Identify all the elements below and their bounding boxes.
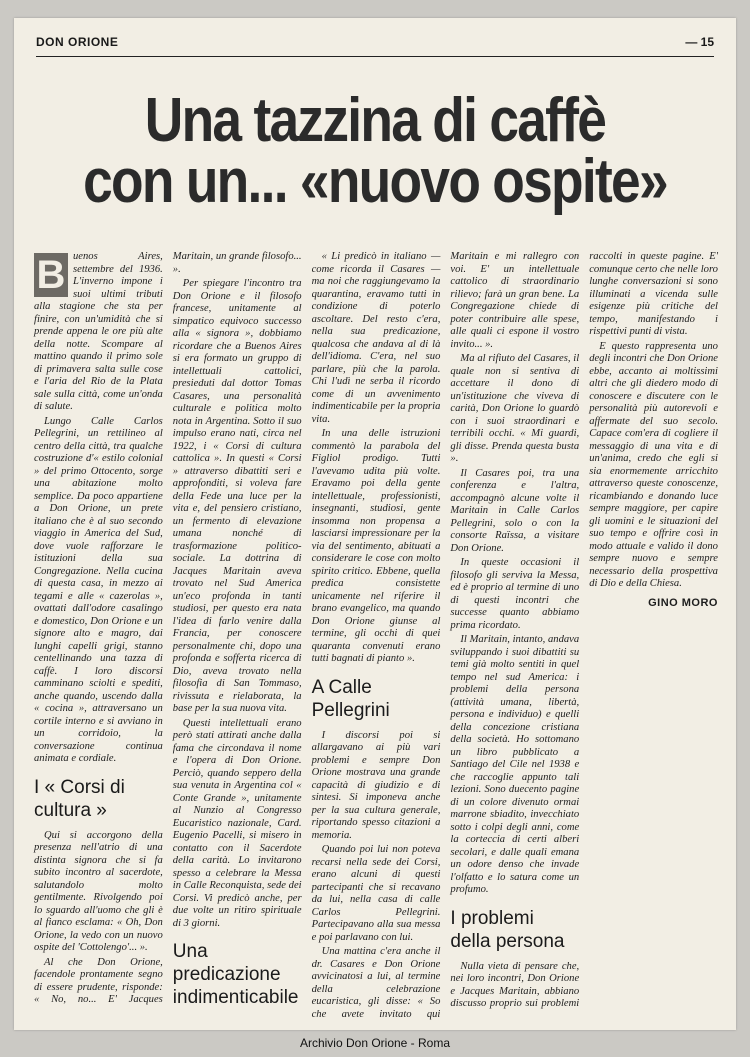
author-signature: GINO MORO [648, 596, 718, 609]
subheading-pellegrini: A Calle Pellegrini [311, 676, 390, 721]
body-paragraph: Al che Don Orione, facendole prontamente segno di essere prudente, risponde: « No, no... E' Jacques Maritain, un grande filosofo... ». [34, 251, 302, 1005]
body-paragraph: Per spiegare l'incontro tra Don Orione e il filosofo francese, unitamente al simpatico equivoco successo alla « signora », dobbiamo ricordare che a Buenos Aires si era formato un gruppo di intellettuali cattolici, presieduti dal dottor Tomas Casares, una personalità culturale e politica molto nota in Argentina. Sotto il suo impulso erano nati, circa nel 1922, i « Corsi di cultura cattolica ». In questi « Corsi » attraverso dibattiti seri e approfonditi, si voleva fare della Fede una luce per la vita e, del pensiero cristiano, un fermento di elevazione umana nonché di trasformazione politico-sociale. La dottrina di Jacques Maritain aveva trovato nel Sud America un'eco profonda in tanti studiosi, per questo era nata l'idea di farlo venire dalla Francia, per conoscere personalmente chi, dopo una profonda e sofferta ricerca di Dio, aveva trovato nella filosofia di San Tommaso, rivissuta e rielaborata, la base per la sua nuova vita. [172, 278, 302, 714]
body-paragraph: E questo rappresenta uno degli incontri che Don Orione ebbe, accanto ai moltissimi altri che gli diedero modo di conoscere e discutere con le personalità più autorevoli e affermate del suo secolo. Capace com'era di cogliere il messaggio di una vita e di un'anima, credo che egli si sia enormemente arricchito attraverso queste conoscenze, ricambiando e donando luce sempre maggiore, per capire gli uomini e le situazioni del suo tempo e offrire così in modo attuale e valido il dono sempre nuovo e sempre necessario della prospettiva di Dio e della Chiesa. [589, 340, 718, 589]
body-paragraph: Ma al rifiuto del Casares, il quale non si sentiva di accettare il dono di un'istituzione che viveva di carità, Don Orione lo guardò con i suoi straordinari e terribili occhi. « Mi guardi, gli disse. Prenda questa busta ». [450, 353, 580, 464]
headline-line-2: con un... «nuovo ospite» [83, 147, 667, 217]
body-paragraph: I discorsi poi si allargavano ai più vari problemi e sempre Don Orione mostrava una grande capacità di giudizio e di sintesi. Si imponeva anche per la sua cultura generale, riportando spesso citazioni a memoria. [311, 729, 441, 841]
body-paragraph: Qui si accorgono della presenza nell'atrio di una distinta signora che si fa subito incontro al sacerdote, salutandolo molto gentilmente. Rivolgendo poi lo sguardo all'uomo che gli è al fianco esclama: « Oh, Don Orione, la vedo con un nuovo ospite del 'Cottolengo'... ». [34, 829, 163, 953]
intro-paragraph: Lungo Calle Carlos Pellegrini, un rettilineo al centro della città, tra qualche costruzione d'« estilo colonial » del primo Ottocento, sorge una abitazione molto semplice. Da poco appartiene a Don Orione, un prete italiano che è al suo secondo viaggio in America del Sud, dove vuole rafforzare le istituzioni della sua Congregazione. Nella cucina di questa casa, in mezzo ai tegami e alle « cazerolas », ovattati dall'odore casalingo e domestico, Don Orione e un signore alto e magro, dai lunghi capelli grigi, stanno centellinando una tazza di caffè. I loro discorsi camminano sciolti e spediti, anche quando, uscendo dalla « cocina », attraversano un cortile interno e si avviano in un corridoio, la conversazione continua animata e cordiale. [34, 415, 163, 764]
page-header [36, 32, 714, 57]
drop-cap: B [34, 253, 68, 297]
body-paragraph: Il Maritain, intanto, andava sviluppando i suoi dibattiti su temi già molto sentiti in quel tempo nel sud America: i problemi della persona (attività umana, libertà, persona e individuo) e quelli della concezione cristiana della società. Ho sottomano un libro pubblicato a Santiago del Cile nel 1938 e che raccoglie appunto tali lezioni. Sono duecento pagine di un colore divenuto ormai marrone sbiadito, invecchiato sotto i colpi degli anni, come la corteccia di certi alberi secolari, e dalle quali emana un odore denso che invade l'olfatto e lo satura come un profumo. [450, 634, 580, 895]
body-paragraph: In una delle istruzioni commentò la parabola del Figliol prodigo. Tutti l'avevamo udita più volte. Eravamo poi della gente intellettuale, professionisti, insegnanti, studiosi, gente insomma non propensa a lasciarsi impressionare per la via del sentimento, abituati a considerare le cose con molto spirito critico. Ebbene, quella predica consistette unicamente nel riferire il brano evangelico, ma quando Don Orione giunse al termine, gli occhi di quei quaranta convenuti erano tutti bagnati di pianto ». [311, 428, 441, 664]
subheading-predicazione: Una predicazione indimenticabile [172, 941, 299, 1008]
archive-credit: Archivio Don Orione - Roma [299, 1036, 451, 1050]
article-headline [14, 86, 736, 217]
headline-line-1: Una tazzina di caffè [144, 86, 606, 155]
body-paragraph: Una mattina c'era anche il dr. Casares e Don Orione avvicinatosi a lui, al termine della celebrazione eucaristica, gli disse: « So che avete invitato qui Maritain e mi rallegro con voi. E' un intellettuale cattolico di straordinario rilievo; farà un gran bene. La Congregazione chiede di poter contribuire alle spese, alle quali ci espone il vostro invito... ». [311, 251, 580, 1020]
magazine-name: DON ORIONE [36, 35, 119, 49]
body-paragraph: Nulla vieta di pensare che, nei loro incontri, Don Orione e Jacques Maritain, abbiano discusso proprio sui problemi raccolti in queste pagine. E' comunque certo che nelle loro lunghe conversazioni si sono illuminati a vicenda sulle esigenze più critiche del tempo, manifestando i rispettivi punti di vista. [450, 251, 718, 1009]
page-number: — 15 [685, 35, 714, 49]
magazine-page [14, 18, 736, 1030]
subheading-corsi: I « Corsi di cultura » [34, 776, 125, 821]
subheading-persona: I problemi della persona [450, 907, 565, 952]
body-paragraph: « Li predicò in italiano — come ricorda il Casares — ma noi che raggiungevamo la quarantina, eravamo tutti in condizione di poterlo ascoltare. Del resto c'era, nella sua predicazione, qualcosa che andava al di là dell'idioma. C'era, nel suo parlare, più che la parola. Chi l'udì ne serba il ricordo come di un avvenimento indimenticabile per la propria vita. [311, 251, 441, 425]
body-paragraph: Questi intellettuali erano però stati attirati anche dalla fama che circondava il nome e l'opera di Don Orione. Perciò, quando seppero della sua venuta in Argentina col « Conte Grande », unitamente al Nunzio al Congresso Eucaristico nazionale, Card. Eugenio Pacelli, si misero in contatto con il Sacerdote della carità. Lo invitarono spesso a celebrare la Messa in Calle Reconquista, sede dei Corsi. Vi predicò anche, per due volte un ritiro spirituale di 3 giorni. [172, 717, 302, 929]
intro-paragraph: B uenos Aires, settembre del 1936. L'inverno impone i suoi ultimi tributi alla stagione che sta per finire, con un'umidità che si prende appena le ore più alte della notte. Scompare al mattino quando il primo sole di primavera salta sulle cose e l'aria del Rio de la Plata sale sulla città, come un'onda di salute. [34, 251, 163, 412]
body-paragraph: Quando poi lui non poteva recarsi nella sede dei Corsi, erano alcuni di questi partecipanti che si recavano da lui, nella casa di calle Carlos Pellegrini. Partecipavano alla sua messa e poi parlavano con lui. [311, 844, 441, 943]
body-paragraph: Il Casares poi, tra una conferenza e l'altra, accompagnò alcune volte il Maritain in Calle Carlos Pellegrini, solo o con la consorte Raïssa, a visitare Don Orione. [450, 467, 580, 554]
article-body [34, 251, 718, 1021]
body-paragraph: In queste occasioni il filosofo gli serviva la Messa, ed è proprio al termine di uno di questi incontri che successe quanto abbiamo prima ricordato. [450, 557, 580, 631]
